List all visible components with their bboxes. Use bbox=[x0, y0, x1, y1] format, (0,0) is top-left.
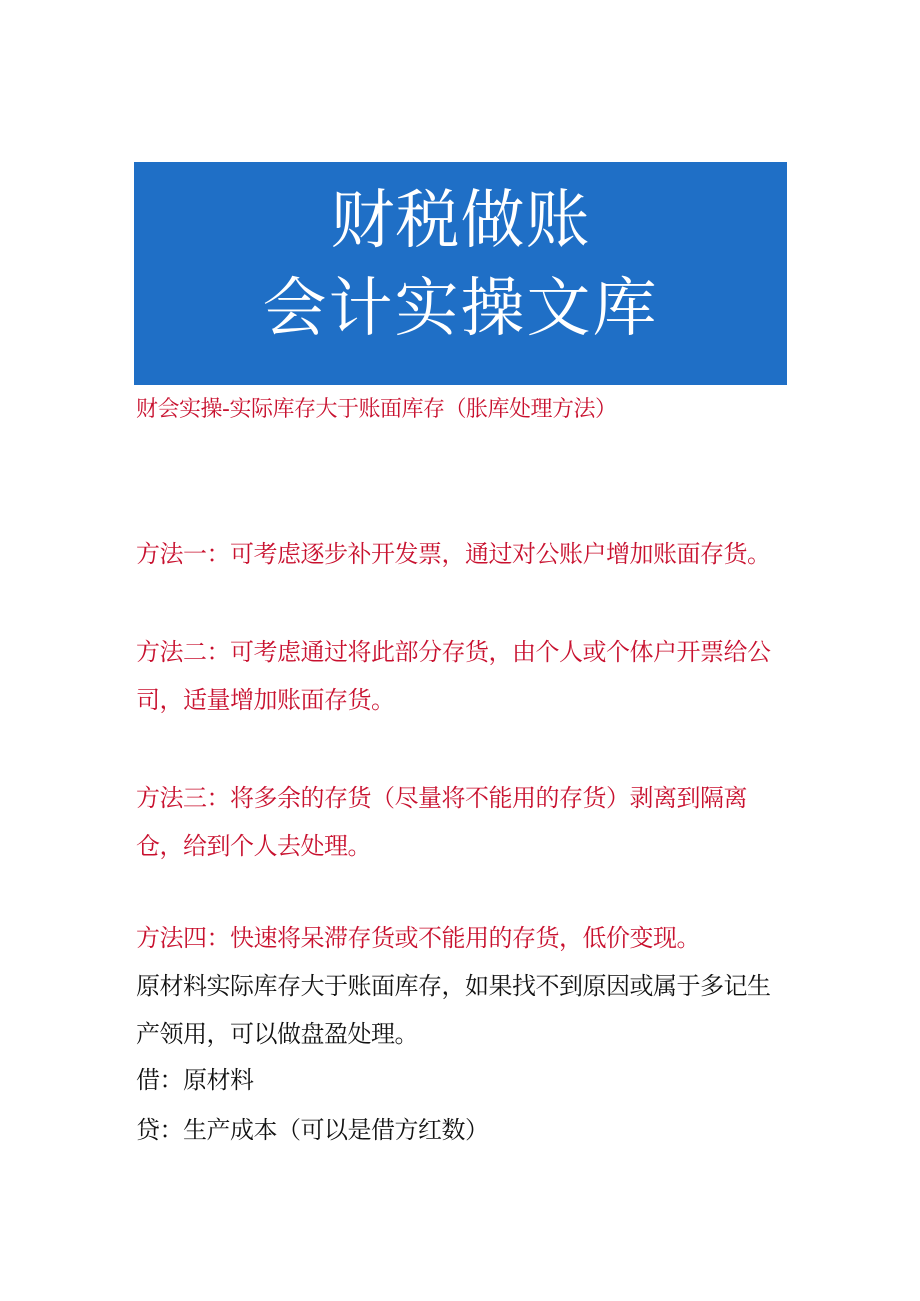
method-2-text: 方法二：可考虑通过将此部分存货，由个人或个体户开票给公司，适量增加账面存货。 bbox=[136, 638, 771, 714]
method-3-text: 方法三：将多余的存货（尽量将不能用的存货）剥离到隔离仓，给到个人去处理。 bbox=[136, 784, 747, 860]
method-1-text: 方法一：可考虑逐步补开发票，通过对公账户增加账面存货。 bbox=[136, 540, 771, 568]
document-subtitle: 财会实操-实际库存大于账面库存（胀库处理方法） bbox=[136, 397, 617, 422]
method-4-text: 方法四：快速将呆滞存货或不能用的存货，低价变现。 bbox=[136, 924, 700, 952]
banner-title-line2: 会计实操文库 bbox=[262, 272, 659, 346]
journal-entry-credit: 贷：生产成本（可以是借方红数） bbox=[136, 1116, 489, 1144]
inventory-surplus-paragraph: 原材料实际库存大于账面库存，如果找不到原因或属于多记生产领用，可以做盘盈处理。 bbox=[136, 972, 771, 1048]
banner-title-line1: 财税做账 bbox=[330, 184, 591, 258]
journal-entry-debit: 借：原材料 bbox=[136, 1066, 254, 1094]
title-banner bbox=[134, 162, 787, 385]
